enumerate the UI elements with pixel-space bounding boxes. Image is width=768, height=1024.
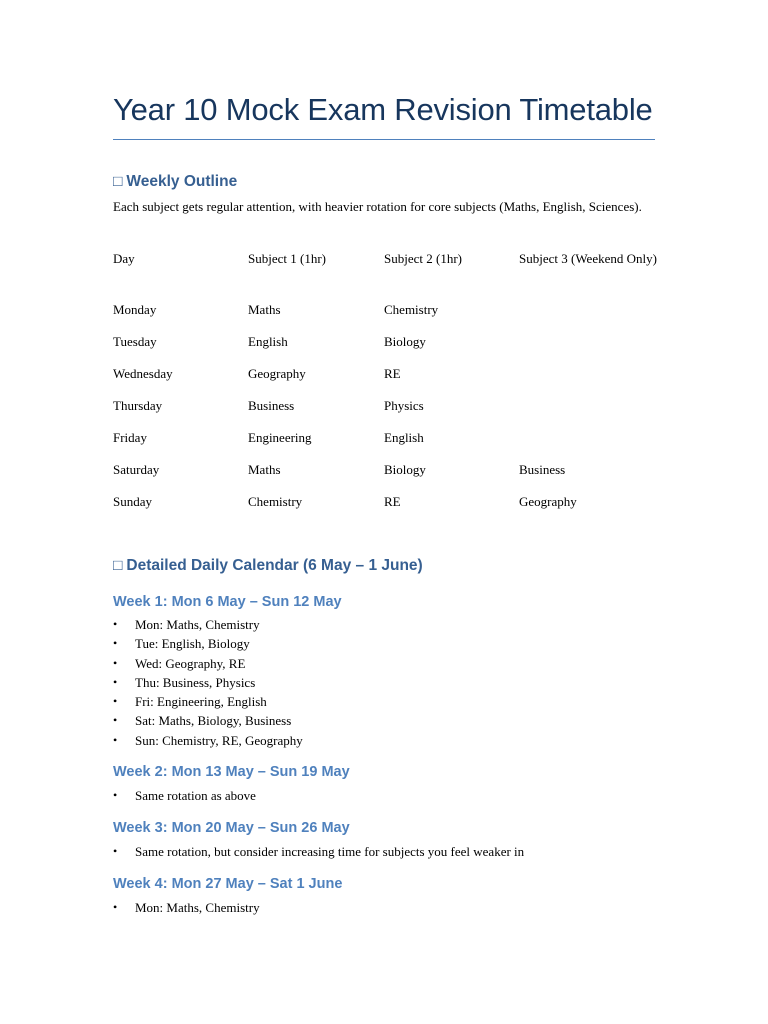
week-4-list [113, 898, 260, 917]
bullet-icon: • [113, 713, 118, 728]
list-item: • Same rotation, but consider increasing time for subjects you feel weaker in [113, 844, 525, 859]
list-item: • Mon: Maths, Chemistry [113, 900, 260, 915]
table-cell: RE [384, 494, 401, 509]
table-cell: Business [248, 398, 295, 413]
week-3-list [113, 842, 524, 861]
column-header-day: Day [113, 251, 135, 266]
column-header-subject-2: Subject 2 (1hr) [384, 251, 462, 266]
list-item: • Sun: Chemistry, RE, Geography [113, 732, 303, 748]
list-item: • Sat: Maths, Biology, Business [113, 713, 292, 729]
table-cell: Wednesday [113, 366, 173, 381]
list-item: • Tue: English, Biology [113, 636, 250, 652]
week-2-list [113, 786, 256, 805]
bullet-icon: • [113, 617, 118, 631]
table-cell: Chemistry [248, 494, 303, 509]
daily-calendar-heading-text: Detailed Daily Calendar (6 May – 1 June) [126, 557, 423, 574]
table-cell: Friday [113, 430, 147, 445]
table-cell: Monday [113, 302, 157, 317]
title-underline [113, 139, 655, 140]
bullet-icon: • [113, 674, 118, 689]
unknown-glyph-icon: □ [113, 557, 123, 574]
list-item: • Fri: Engineering, English [113, 694, 267, 710]
table-cell: Biology [384, 334, 426, 349]
document-title: Year 10 Mock Exam Revision Timetable [113, 92, 653, 127]
unknown-glyph-icon: □ [113, 173, 123, 190]
table-cell: Physics [384, 398, 424, 413]
table-cell: RE [384, 366, 401, 381]
bullet-icon: • [113, 694, 118, 709]
table-cell: Maths [248, 302, 281, 317]
list-item: • Thu: Business, Physics [113, 674, 256, 690]
weekly-outline-paragraph: Each subject gets regular attention, with heavier rotation for core subjects (Maths, English, Sciences). [113, 199, 642, 214]
daily-calendar-heading [113, 557, 423, 575]
week-1-list [113, 615, 303, 750]
bullet-icon: • [113, 788, 118, 802]
table-cell: English [384, 430, 424, 445]
column-header-subject-1: Subject 1 (1hr) [248, 251, 326, 266]
table-cell: Geography [248, 366, 306, 381]
week-2-heading: Week 2: Mon 13 May – Sun 19 May [113, 764, 350, 780]
table-cell: Biology [384, 462, 426, 477]
table-cell: Saturday [113, 462, 160, 477]
weekly-outline-heading [113, 173, 237, 191]
bullet-icon: • [113, 636, 118, 651]
bullet-icon: • [113, 900, 118, 914]
table-cell: English [248, 334, 288, 349]
week-4-heading: Week 4: Mon 27 May – Sat 1 June [113, 876, 343, 892]
table-cell: Chemistry [384, 302, 439, 317]
bullet-icon: • [113, 732, 118, 747]
week-3-heading: Week 3: Mon 20 May – Sun 26 May [113, 820, 350, 836]
weekly-outline-heading-text: Weekly Outline [126, 173, 238, 190]
table-cell: Maths [248, 462, 281, 477]
table-cell: Geography [519, 494, 577, 509]
list-item: • Same rotation as above [113, 788, 256, 803]
list-item: • Mon: Maths, Chemistry [113, 617, 260, 632]
table-cell: Business [519, 462, 566, 477]
column-header-subject-3: Subject 3 (Weekend Only) [519, 251, 657, 266]
table-cell: Engineering [248, 430, 312, 445]
table-cell: Sunday [113, 494, 152, 509]
table-cell: Thursday [113, 398, 163, 413]
week-1-heading: Week 1: Mon 6 May – Sun 12 May [113, 594, 342, 610]
list-item: • Wed: Geography, RE [113, 655, 246, 671]
bullet-icon: • [113, 844, 118, 858]
table-cell: Tuesday [113, 334, 157, 349]
bullet-icon: • [113, 655, 118, 670]
